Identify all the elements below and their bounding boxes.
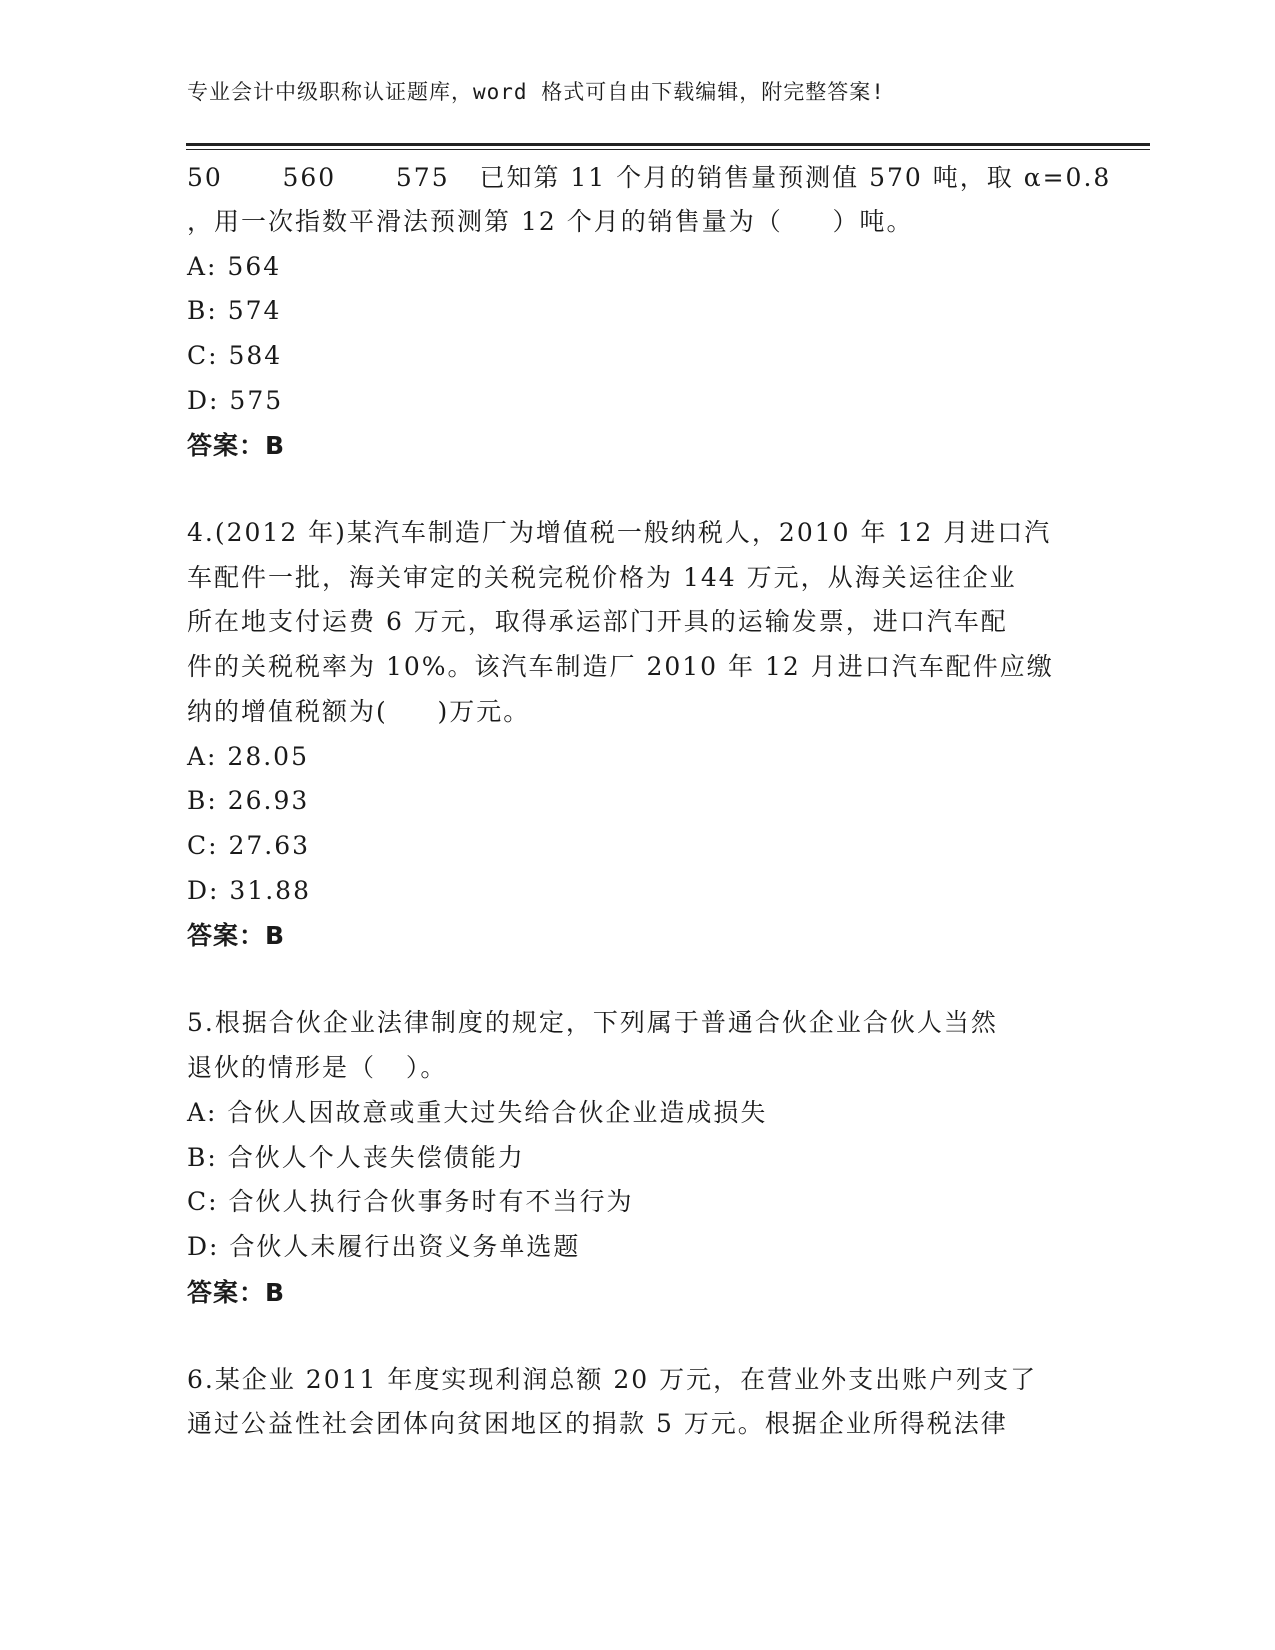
question-3-line-1: 50 560 575 已知第 11 个月的销售量预测值 570 吨，取 α=0.8 <box>187 163 1112 192</box>
page-header: 专业会计中级职称认证题库，word 格式可自由下载编辑，附完整答案! <box>187 80 885 104</box>
question-4-line-5: 纳的增值税额为( )万元。 <box>187 697 531 726</box>
question-5-line-1: 5.根据合伙企业法律制度的规定，下列属于普通合伙企业合伙人当然 <box>187 1008 998 1037</box>
question-4-answer: 答案：B <box>187 921 286 950</box>
question-5-line-2: 退伙的情形是（ ）。 <box>187 1053 448 1082</box>
question-4-line-3: 所在地支付运费 6 万元，取得承运部门开具的运输发票，进口汽车配 <box>187 607 1008 636</box>
question-4-option-a: A: 28.05 <box>187 742 309 771</box>
question-3-option-c: C: 584 <box>187 341 283 370</box>
question-5-option-b: B: 合伙人个人丧失偿债能力 <box>187 1143 525 1172</box>
question-3-option-d: D: 575 <box>187 386 284 415</box>
header-rule-thin <box>186 149 1150 150</box>
question-6-line-2: 通过公益性社会团体向贫困地区的捐款 5 万元。根据企业所得税法律 <box>187 1409 1008 1438</box>
question-4-option-c: C: 27.63 <box>187 831 311 860</box>
question-3-option-b: B: 574 <box>187 296 282 325</box>
question-4-line-1: 4.(2012 年)某汽车制造厂为增值税一般纳税人，2010 年 12 月进口汽 <box>187 518 1052 547</box>
header-rule-thick <box>186 143 1150 146</box>
question-5-option-d: D: 合伙人未履行出资义务单选题 <box>187 1232 581 1261</box>
question-3-answer: 答案：B <box>187 431 286 460</box>
question-5-answer: 答案：B <box>187 1278 286 1307</box>
question-3-line-2: ，用一次指数平滑法预测第 12 个月的销售量为（ ）吨。 <box>187 207 914 236</box>
question-4-line-2: 车配件一批，海关审定的关税完税价格为 144 万元，从海关运往企业 <box>187 563 1017 592</box>
question-4-option-d: D: 31.88 <box>187 876 311 905</box>
question-6-line-1: 6.某企业 2011 年度实现利润总额 20 万元，在营业外支出账户列支了 <box>187 1365 1038 1394</box>
question-3-option-a: A: 564 <box>187 252 282 281</box>
question-4-option-b: B: 26.93 <box>187 786 310 815</box>
question-5-option-c: C: 合伙人执行合伙事务时有不当行为 <box>187 1187 634 1216</box>
question-5-option-a: A: 合伙人因故意或重大过失给合伙企业造成损失 <box>187 1098 768 1127</box>
question-4-line-4: 件的关税税率为 10%。该汽车制造厂 2010 年 12 月进口汽车配件应缴 <box>187 652 1054 681</box>
